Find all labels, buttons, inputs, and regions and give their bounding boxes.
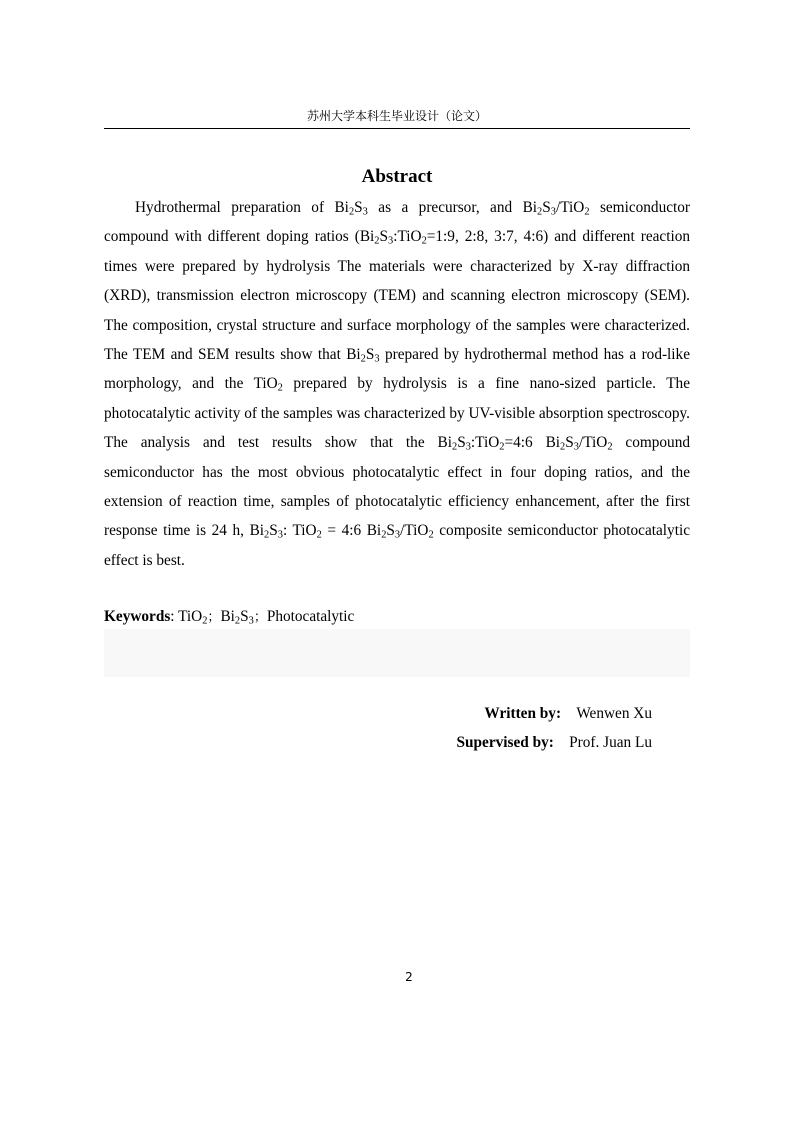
supervisor-name: Prof. Juan Lu: [569, 734, 652, 751]
author-name: Wenwen Xu: [576, 705, 652, 722]
keywords-label: Keywords: [104, 608, 171, 625]
supervised-by-line: [457, 732, 652, 754]
keyword-item: TiO$_2$: [178, 608, 208, 627]
written-by-line: [484, 703, 652, 725]
supervised-by-label: Supervised by:: [456, 734, 554, 751]
running-header: 苏州大学本科生毕业设计（论文）: [306, 109, 487, 123]
abstract-paragraph: [104, 193, 690, 575]
abstract-text: Hydrothermal preparation of $Bi_2S_3$ as a precursor, and $Bi_2S_3/TiO_2$ semiconductor compound with different doping ratios ($Bi_2S_3:TiO_2=1:9$, 2:8, 3:7, 4:6) and different reaction times were prepared by hydrolysis The materials were characterized by X-ray diffraction (XRD), transmission electron microscopy (TEM) and scanning electron microscopy (SEM). The composition, crystal structure and surface morphology of the samples were characterized. The TEM and SEM results show that $Bi_2S_3$ prepared by hydrothermal method has a rod-like morphology, and the TiO$_2$ prepared by hydrolysis is a fine nano-sized particle. The photocatalytic activity of the samples was characterized by UV-visible absorption spectroscopy. The analysis and test results show that the $Bi_2S_3:TiO_2=4:6$ $Bi_2S_3/TiO_2$ compound semiconductor has the most obvious photocatalytic effect in four doping ratios, and the extension of reaction time, samples of photocatalytic efficiency enhancement, after the first response time is 24 h, $Bi_2S_3$: TiO$_2$ = 4:6 $Bi_2S_3/TiO_2$ composite semiconductor photocatalytic effect is best.: [104, 199, 691, 569]
blank-area: [104, 629, 690, 677]
keyword-item: $Bi_2S_3$: [220, 608, 254, 627]
written-by-label: Written by:: [484, 705, 562, 722]
abstract-heading: Abstract: [361, 166, 433, 187]
keywords-line: Keywords: TiO$_2$；$Bi_2S_3$；Photocatalytic: [104, 608, 355, 627]
keyword-separator: ；: [207, 610, 221, 625]
header-divider: [104, 128, 690, 129]
keyword-item: Photocatalytic: [266, 608, 355, 625]
keyword-separator: ；: [253, 610, 267, 625]
page-number: 2: [405, 970, 413, 984]
